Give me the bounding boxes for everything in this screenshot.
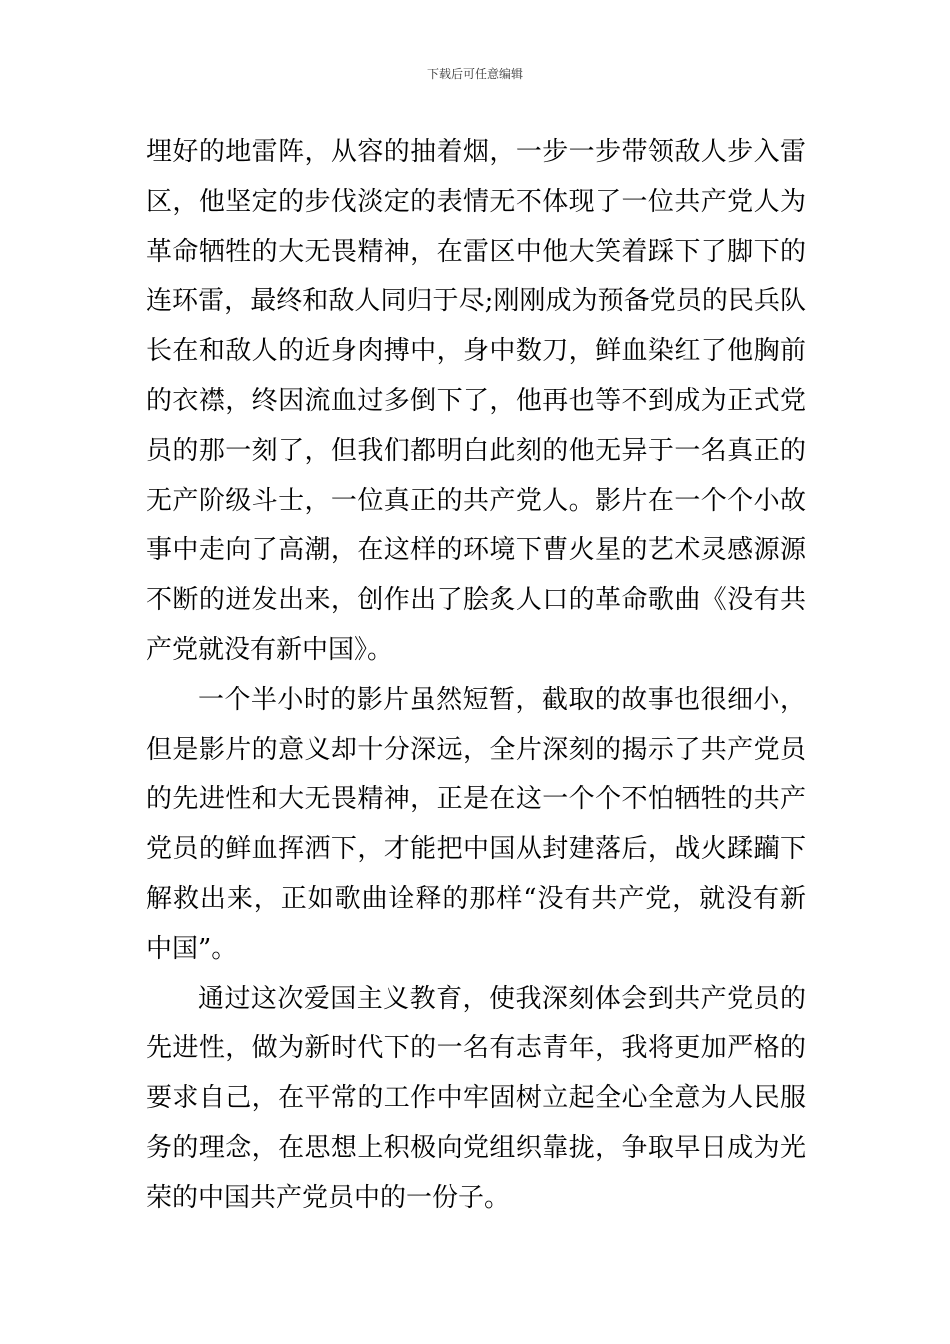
text-line: 事中走向了高潮，在这样的环境下曹火星的艺术灵感源源 [146, 535, 806, 566]
text-line: 的衣襟，终因流血过多倒下了，他再也等不到成为正式党 [146, 385, 806, 416]
page-header: 下载后可任意编辑 [426, 67, 523, 81]
text-line: 务的理念，在思想上积极向党组织靠拢，争取早日成为光 [146, 1132, 806, 1163]
text-line: 党员的鲜血挥洒下，才能把中国从封建落后，战火蹂躏下 [146, 834, 806, 865]
text-line: 先进性，做为新时代下的一名有志青年，我将更加严格的 [146, 1033, 806, 1064]
paragraph-2 [146, 676, 806, 975]
paragraph-1 [146, 128, 806, 676]
text-line: 不断的迸发出来，创作出了脍炙人口的革命歌曲《没有共 [146, 585, 806, 616]
text-line: 连环雷，最终和敌人同归于尽;刚刚成为预备党员的民兵队 [146, 286, 806, 317]
text-line: 要求自己，在平常的工作中牢固树立起全心全意为人民服 [146, 1083, 806, 1114]
text-line: 但是影片的意义却十分深远，全片深刻的揭示了共产党员 [146, 734, 806, 765]
text-line: 一个半小时的影片虽然短暂，截取的故事也很细小， [198, 684, 806, 715]
text-line: 员的那一刻了，但我们都明白此刻的他无异于一名真正的 [146, 435, 806, 466]
text-line: 的先进性和大无畏精神，正是在这一个个不怕牺牲的共产 [146, 784, 806, 815]
text-line: 埋好的地雷阵，从容的抽着烟，一步一步带领敌人步入雷 [146, 137, 806, 167]
paragraph-3 [146, 975, 806, 1224]
text-line: 中国”。 [146, 933, 238, 964]
text-line: 无产阶级斗士，一位真正的共产党人。影片在一个个小故 [146, 485, 806, 516]
text-line: 长在和敌人的近身肉搏中，身中数刀，鲜血染红了他胸前 [146, 336, 806, 367]
text-line: 产党就没有新中国》。 [146, 634, 394, 665]
text-line: 区，他坚定的步伐淡定的表情无不体现了一位共产党人为 [146, 186, 806, 217]
text-line: 荣的中国共产党员中的一份子。 [146, 1182, 511, 1213]
text-line: 革命牺牲的大无畏精神，在雷区中他大笑着踩下了脚下的 [146, 236, 806, 267]
text-line: 通过这次爱国主义教育，使我深刻体会到共产党员的 [198, 983, 806, 1014]
document-body [146, 128, 806, 1224]
text-line: 解救出来，正如歌曲诠释的那样“没有共产党，就没有新 [146, 883, 806, 914]
